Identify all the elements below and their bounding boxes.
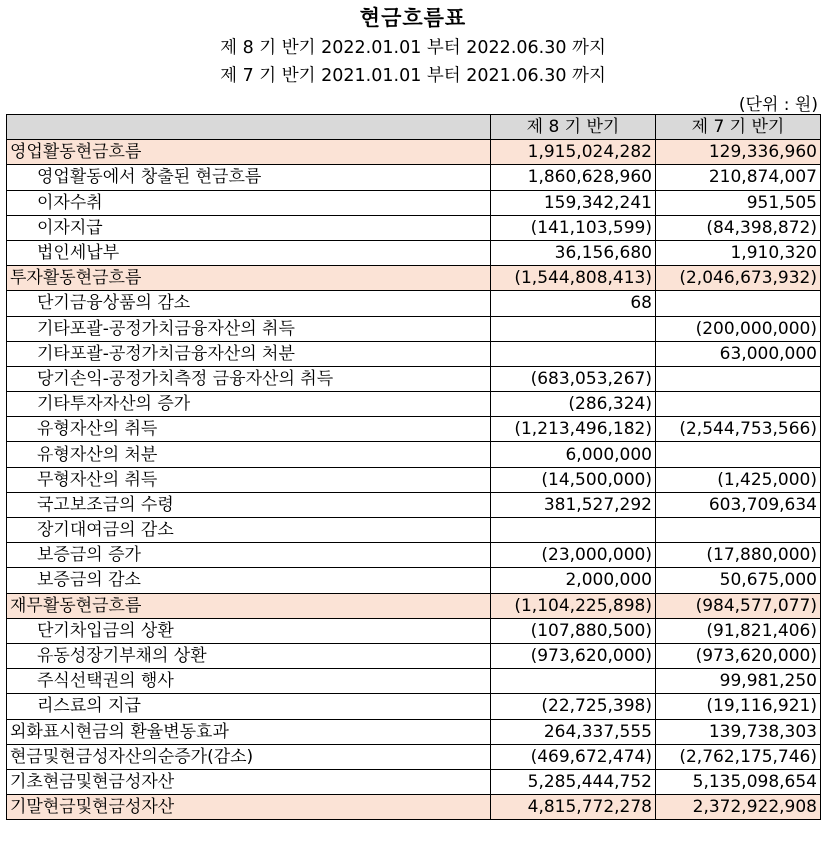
prior-period-value: 139,738,303 — [656, 719, 821, 744]
prior-period-value: (1,425,000) — [656, 467, 821, 492]
prior-period-value: 2,372,922,908 — [656, 795, 821, 820]
current-period-value: 264,337,555 — [491, 719, 656, 744]
prior-period-value: (91,821,406) — [656, 618, 821, 643]
row-label: 외화표시현금의 환율변동효과 — [7, 719, 491, 744]
current-period-value: (973,620,000) — [491, 643, 656, 668]
table-row — [7, 492, 821, 517]
current-period-value — [491, 316, 656, 341]
row-label: 재무활동현금흐름 — [7, 593, 491, 618]
row-label: 기타투자자산의 증가 — [7, 392, 491, 417]
prior-period-value: (200,000,000) — [656, 316, 821, 341]
table-row — [7, 744, 821, 769]
current-period-value: 1,860,628,960 — [491, 165, 656, 190]
prior-period-value — [656, 291, 821, 316]
statement-title: 현금흐름표 — [359, 6, 467, 30]
row-label: 기타포괄-공정가치금융자산의 처분 — [7, 341, 491, 366]
row-label: 현금및현금성자산의순증가(감소) — [7, 744, 491, 769]
row-label: 법인세납부 — [7, 240, 491, 265]
prior-period-value: 50,675,000 — [656, 568, 821, 593]
row-label: 기초현금및현금성자산 — [7, 769, 491, 794]
current-period-value: (683,053,267) — [491, 366, 656, 391]
table-row — [7, 140, 821, 165]
prior-period-value: 129,336,960 — [656, 140, 821, 165]
table-row — [7, 190, 821, 215]
period-current: 제 8 기 반기 2022.01.01 부터 2022.06.30 까지 — [220, 38, 606, 58]
current-period-value: 1,915,024,282 — [491, 140, 656, 165]
row-label: 영업활동현금흐름 — [7, 140, 491, 165]
table-row — [7, 568, 821, 593]
header-label — [7, 115, 491, 140]
table-row — [7, 392, 821, 417]
row-label: 이자수취 — [7, 190, 491, 215]
table-row — [7, 341, 821, 366]
current-period-value: 2,000,000 — [491, 568, 656, 593]
current-period-value — [491, 669, 656, 694]
prior-period-value — [656, 518, 821, 543]
current-period-value: 4,815,772,278 — [491, 795, 656, 820]
current-period-value: (286,324) — [491, 392, 656, 417]
prior-period-value: 951,505 — [656, 190, 821, 215]
table-row — [7, 417, 821, 442]
prior-period-value: (84,398,872) — [656, 215, 821, 240]
prior-period-value: 210,874,007 — [656, 165, 821, 190]
row-label: 리스료의 지급 — [7, 694, 491, 719]
current-period-value: (14,500,000) — [491, 467, 656, 492]
table-row — [7, 366, 821, 391]
current-period-value: 5,285,444,752 — [491, 769, 656, 794]
row-label: 유형자산의 처분 — [7, 442, 491, 467]
prior-period-value — [656, 392, 821, 417]
table-row — [7, 518, 821, 543]
current-period-value: 6,000,000 — [491, 442, 656, 467]
row-label: 무형자산의 취득 — [7, 467, 491, 492]
prior-period-value: 1,910,320 — [656, 240, 821, 265]
table-row — [7, 795, 821, 820]
row-label: 주식선택권의 행사 — [7, 669, 491, 694]
prior-period-value: (984,577,077) — [656, 593, 821, 618]
table-row — [7, 643, 821, 668]
table-row — [7, 467, 821, 492]
table-row — [7, 240, 821, 265]
prior-period-value: (2,544,753,566) — [656, 417, 821, 442]
current-period-value: (469,672,474) — [491, 744, 656, 769]
row-label: 투자활동현금흐름 — [7, 266, 491, 291]
current-period-value: (141,103,599) — [491, 215, 656, 240]
prior-period-value — [656, 442, 821, 467]
current-period-value: 159,342,241 — [491, 190, 656, 215]
current-period-value: (107,880,500) — [491, 618, 656, 643]
table-row — [7, 719, 821, 744]
row-label: 기말현금및현금성자산 — [7, 795, 491, 820]
row-label: 국고보조금의 수령 — [7, 492, 491, 517]
table-row — [7, 669, 821, 694]
current-period-value: (1,213,496,182) — [491, 417, 656, 442]
unit-label: (단위 : 원) — [738, 95, 818, 115]
row-label: 기타포괄-공정가치금융자산의 취득 — [7, 316, 491, 341]
table-row — [7, 316, 821, 341]
header-current-period: 제 8 기 반기 — [491, 115, 656, 140]
row-label: 단기금융상품의 감소 — [7, 291, 491, 316]
header-prior-period: 제 7 기 반기 — [656, 115, 821, 140]
table-row — [7, 694, 821, 719]
prior-period-value: (19,116,921) — [656, 694, 821, 719]
prior-period-value: 5,135,098,654 — [656, 769, 821, 794]
row-label: 당기손익-공정가치측정 금융자산의 취득 — [7, 366, 491, 391]
current-period-value — [491, 518, 656, 543]
prior-period-value: (973,620,000) — [656, 643, 821, 668]
table-row — [7, 442, 821, 467]
table-header-row — [7, 115, 821, 140]
period-prior: 제 7 기 반기 2021.01.01 부터 2021.06.30 까지 — [220, 66, 606, 86]
row-label: 장기대여금의 감소 — [7, 518, 491, 543]
current-period-value: 381,527,292 — [491, 492, 656, 517]
prior-period-value: 603,709,634 — [656, 492, 821, 517]
current-period-value: 36,156,680 — [491, 240, 656, 265]
current-period-value: (23,000,000) — [491, 543, 656, 568]
prior-period-value: 99,981,250 — [656, 669, 821, 694]
current-period-value: (1,544,808,413) — [491, 266, 656, 291]
row-label: 영업활동에서 창출된 현금흐름 — [7, 165, 491, 190]
row-label: 보증금의 증가 — [7, 543, 491, 568]
table-row — [7, 291, 821, 316]
current-period-value: (1,104,225,898) — [491, 593, 656, 618]
row-label: 보증금의 감소 — [7, 568, 491, 593]
table-row — [7, 543, 821, 568]
prior-period-value: (2,762,175,746) — [656, 744, 821, 769]
prior-period-value: 63,000,000 — [656, 341, 821, 366]
table-row — [7, 618, 821, 643]
prior-period-value: (17,880,000) — [656, 543, 821, 568]
table-row — [7, 165, 821, 190]
row-label: 유동성장기부채의 상환 — [7, 643, 491, 668]
cash-flow-table — [6, 114, 821, 820]
table-row — [7, 215, 821, 240]
row-label: 이자지급 — [7, 215, 491, 240]
current-period-value: (22,725,398) — [491, 694, 656, 719]
table-row — [7, 266, 821, 291]
row-label: 단기차입금의 상환 — [7, 618, 491, 643]
current-period-value: 68 — [491, 291, 656, 316]
row-label: 유형자산의 취득 — [7, 417, 491, 442]
table-row — [7, 769, 821, 794]
prior-period-value: (2,046,673,932) — [656, 266, 821, 291]
current-period-value — [491, 341, 656, 366]
table-row — [7, 593, 821, 618]
prior-period-value — [656, 366, 821, 391]
